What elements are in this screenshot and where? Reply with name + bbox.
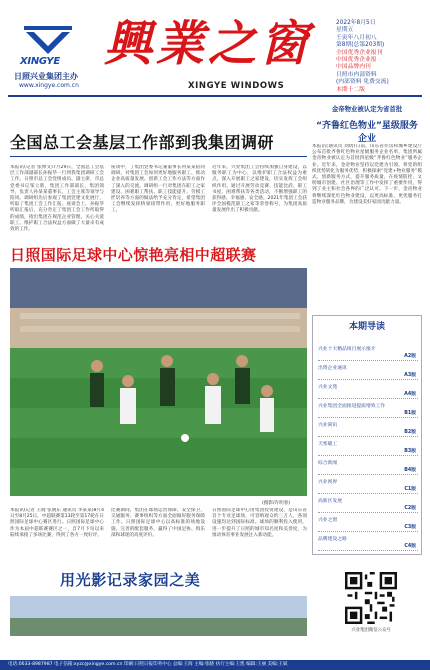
footer-bar: 电话:0633-8987987 电子信箱:xyzc@xingye.com.cn 印刷:日照日报印务中心 总编:王海 主编:张晓 执行主编:王凯 编辑:王丽 美编:王斌 xyxy=(0,660,430,670)
issue-info xyxy=(336,20,422,94)
article-column: 比赛期间，集团在球场运营保障、安全保卫、交通服务、赛事组织等方面全面做好服务保障工作。日照国际足球中心以高标准的场地设施、完善的配套服务，赢得了中国足协、俱乐部和球迷的高度评价。 xyxy=(111,508,205,538)
football-match-photo xyxy=(10,268,307,496)
article-column: 本报讯(记者 王晓 张晓东 通讯员 李某某)8月4日至8月25日，中超联赛第13轮至第17轮在日照国际足球中心赛区进行。日照国际足球中心作为本届中超联赛赛区之一，自7月下旬以来陆续承接了多场比赛，得到了各方一致好评。 xyxy=(10,508,104,538)
toc-divider xyxy=(318,550,418,551)
toc-divider xyxy=(318,474,418,475)
toc-item-page[interactable]: A2版 xyxy=(404,354,416,359)
website-url[interactable]: www.xingye.com.cn xyxy=(19,82,79,89)
qr-code-icon[interactable] xyxy=(345,572,397,624)
article-column: 本报讯(记者 张博文)7月29日，全国总工会基层工作部副部长孙振华一行到我集团调研工会工作。日照市总工会党组成员、副主席，市总党委书记邹立新，集团工作部部长，集团领导，负责人孙某某董事长、工会主席等领导与陪同。调研组先后参观了集团党建文化展厅，听取了集团工会工作汇报。座谈会上，孙振华听取汇报后，充分肯定了集团工会工作所取得的成绩，指出集团在规范企业管理、关心关爱职工、维护职工合法权益方面做了大量卓有成效的工作。 xyxy=(10,165,104,233)
toc-item-label[interactable]: 兴业简讯 xyxy=(318,423,338,428)
award-line: 中国品牌内刊 xyxy=(336,64,371,71)
photo-credit: (摄影/许明春) xyxy=(262,501,291,506)
issue-note: 日照市内部资料 xyxy=(336,71,377,78)
qr-caption: 兴业集团微信公众号 xyxy=(351,628,391,633)
toc-item-label[interactable]: 兴业文苑 xyxy=(318,385,338,390)
award-line: 全国优秀企业报刊 xyxy=(336,49,383,56)
issue-note: (内部资料 免费交流) xyxy=(336,79,389,86)
toc-item-label[interactable]: 兴业视界 xyxy=(318,480,338,485)
toc-item-page[interactable]: C4版 xyxy=(404,544,416,549)
toc-item-page[interactable]: A4版 xyxy=(404,392,416,397)
toc-item-page[interactable]: C1版 xyxy=(404,487,416,492)
toc-item-label[interactable]: 综合新闻 xyxy=(318,461,338,466)
award-line: 中国优秀企业报 xyxy=(336,57,377,64)
toc-item-label[interactable]: 兴业集团全面推进提质增效工作 xyxy=(318,404,386,409)
sidebar-article-text: 本报讯(通讯员 刘倩)日前，山东省住房和城乡建设厅公布首批齐鲁红色物业星级服务企业名单，集团所属金帝物业被认定为首批四星级“齐鲁红色物业”服务企业。近年来，金帝物业坚持以党建为引领，将党的组织优势转化为服务优势，积极探索“党建+物业服务”模式，创新服务方式，提升服务质量，在疫情防控、文明城市创建、社区治理等工作中发挥了重要作用，得到了业主和社会各界的广泛认可。下一步，金帝物业将继续深化红色物业建设，以更高标准、更优服务打造物业服务品牌，为建设美好家园贡献力量。 xyxy=(312,144,422,205)
issue-lunar-date: 壬寅年八月初八 xyxy=(336,34,377,41)
toc-item-page[interactable]: B2版 xyxy=(404,430,416,435)
toc-item-page[interactable]: B1版 xyxy=(404,411,416,416)
toc-divider xyxy=(318,436,418,437)
issue-number: 第8期(总第203期) xyxy=(336,42,385,49)
toc-item-label[interactable]: 出资企业通讯 xyxy=(318,366,347,371)
toc-item-page[interactable]: C3版 xyxy=(404,525,416,530)
divider xyxy=(10,156,307,157)
scenery-illustration xyxy=(10,596,307,636)
masthead-divider xyxy=(8,95,422,97)
masthead-subtitle: XINGYE WINDOWS xyxy=(188,81,285,91)
sidebar-headline[interactable]: “齐鲁红色物业”星级服务企业 xyxy=(316,121,418,144)
toc-item-page[interactable]: B3版 xyxy=(404,449,416,454)
toc-divider xyxy=(318,379,418,380)
article-column: 日照国际足球中心由集团投资建设，是山东省首个专业足球场，可容纳观众约三万人，各项设施均达到国际标准。球场的顺利投入使用，进一步提升了日照的城市知名度和美誉度，为推动体育事业发展注入新动能。 xyxy=(212,508,307,538)
toc-item-page[interactable]: B4版 xyxy=(404,468,416,473)
toc-item-label[interactable]: 高新区发展 xyxy=(318,499,342,504)
toc-item-label[interactable]: 兴业十大精品项目展示推介 xyxy=(318,347,376,352)
host-organization: 日照兴业集团主办 xyxy=(14,72,78,81)
article-column: 座谈中，了集团党委书记兼董事长何某某陪同调研，对集团工会如何更好地服务职工、推动企业高质量发展、创新工会工作方法等方面作了深入的交流。调研组一行对集团在职工之家建设、困难职工帮扶、职工技能提升、劳模工匠培养等方面的做法给予充分肯定，希望集团工会继续发挥桥梁纽带作用，更好地服务职工。 xyxy=(111,165,205,214)
home-scenery-photo xyxy=(10,596,307,636)
toc-divider xyxy=(318,360,418,361)
match-photo-illustration xyxy=(10,268,307,496)
toc-title: 本期导读 xyxy=(348,322,385,332)
sidebar-kicker: 金帝物业被认定为省首批 xyxy=(331,105,403,113)
toc-item-label[interactable]: 天寒暖工 xyxy=(318,442,338,447)
article-headline[interactable]: 用光影记录家园之美 xyxy=(60,571,201,589)
toc-divider xyxy=(318,512,418,513)
page-count: 本期十二版 xyxy=(336,86,365,93)
masthead-title: 興業之窗 xyxy=(104,16,313,72)
toc-divider xyxy=(318,531,418,532)
toc-divider xyxy=(318,455,418,456)
issue-date: 2022年8月5日 xyxy=(336,20,376,26)
article-column: 近年来，兴业集团工会持续加强自身建设，以服务职工为中心，以维护职工合法权益为重点，深入开展职工之家建设，切实发挥工会组织作用。通过开展劳动竞赛、技能比武、职工书屋、困难帮扶等各类活动，不断增强职工的获得感、幸福感、安全感。2021年集团工会获评全国模范职工之家等荣誉称号，为集团高质量发展作出了积极贡献。 xyxy=(212,165,307,214)
article-headline[interactable]: 日照国际足球中心惊艳亮相中超联赛 xyxy=(10,246,257,264)
toc-item-page[interactable]: A3版 xyxy=(404,373,416,378)
issue-weekday: 星期五 xyxy=(336,27,354,34)
toc-item-page[interactable]: C2版 xyxy=(404,506,416,511)
toc-item-label[interactable]: 品牌建设之路 xyxy=(318,537,347,542)
toc-divider xyxy=(318,417,418,418)
toc-divider xyxy=(318,493,418,494)
article-headline[interactable]: 全国总工会基层工作部到我集团调研 xyxy=(10,133,275,152)
toc-divider xyxy=(318,398,418,399)
logo-wordmark: XINGYE xyxy=(20,56,60,67)
toc-item-label[interactable]: 兴业之窗 xyxy=(318,518,338,523)
